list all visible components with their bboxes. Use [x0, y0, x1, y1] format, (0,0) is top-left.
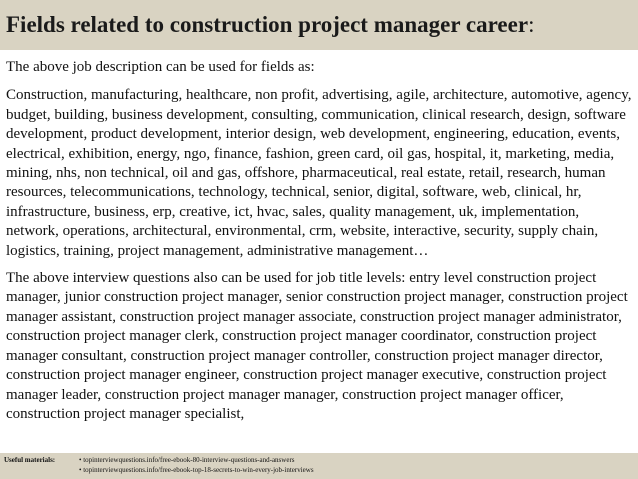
intro-text: The above job description can be used for fields as: — [6, 59, 315, 75]
job-levels-paragraph: The above interview questions also can be used for job title levels: entry level construction project manager, junior construction project manager, senior construction project manager, construction project manager assistant, construction project manager associate, construction project manager administrator, construction project manager clerk, construction project manager coordinator, construction project manager consultant, construction project manager controller, construction project manager director, construction project manager engineer, construction project manager executive, construction project manager leader, construction project manager manager, construction project manager officer, construction project manager specialist, — [6, 270, 628, 422]
page-title-text: Fields related to construction project manager career — [6, 12, 529, 37]
footer-label-spacer — [4, 465, 79, 475]
footer-link-ebook-80-questions[interactable]: • topinterviewquestions.info/free-ebook-80-interview-questions-and-answers — [79, 456, 295, 464]
footer-bar — [0, 453, 638, 479]
slide-content — [6, 58, 634, 452]
footer-row-2 — [4, 465, 638, 475]
footer-link-ebook-18-secrets[interactable]: • topinterviewquestions.info/free-ebook-top-18-secrets-to-win-every-job-interviews — [79, 466, 314, 474]
footer-label: Useful materials: — [4, 456, 56, 464]
page-title-colon: : — [528, 12, 535, 37]
page-title — [6, 10, 638, 40]
fields-paragraph: Construction, manufacturing, healthcare, non profit, advertising, agile, architecture, automotive, agency, budget, building, business development, consulting, communication, clinical research, design, software development, product development, interior design, web development, engineering, education, events, electrical, exhibition, energy, ngo, finance, fashion, green card, oil gas, hospital, it, marketing, media, mining, nhs, non technical, oil and gas, offshore, pharmaceutical, real estate, retail, research, human resources, telecommunications, technology, technical, senior, digital, software, web, clinical, hr, infrastructure, business, erp, creative, ict, hvac, sales, quality management, uk, implementation, network, operations, architectural, environmental, crm, website, interactive, security, supply chain, logistics, training, project management, administrative management… — [6, 87, 632, 259]
title-bar — [0, 0, 638, 50]
footer-row-1 — [4, 455, 638, 465]
